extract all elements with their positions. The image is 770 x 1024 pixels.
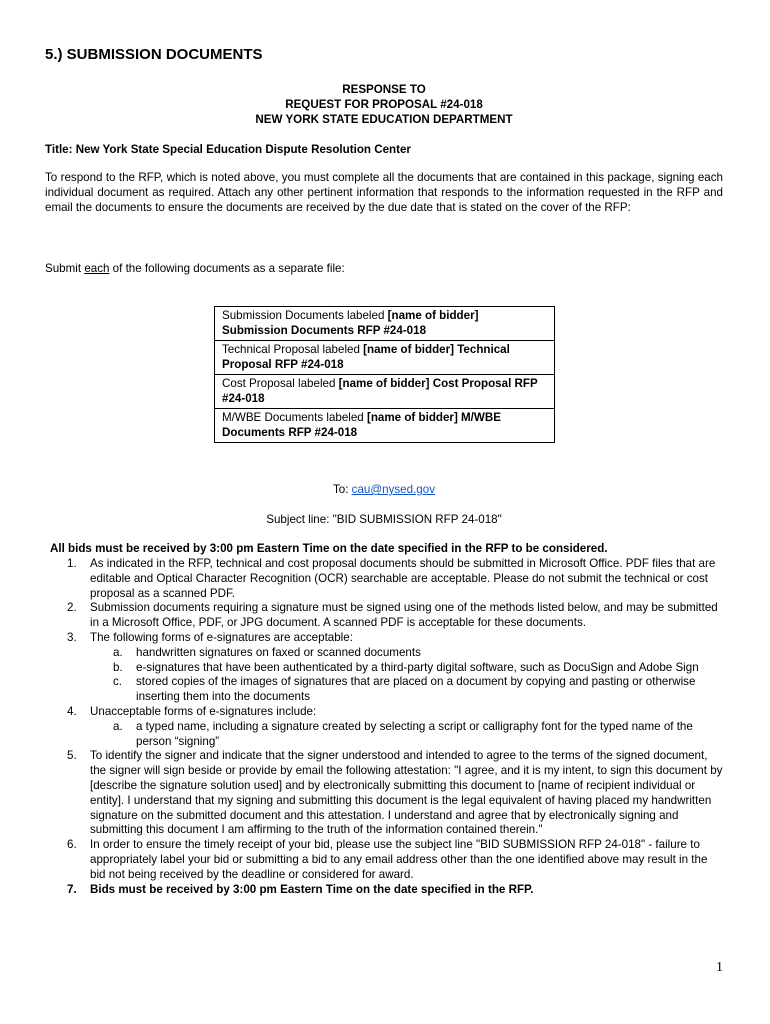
sub-list-item (45, 646, 723, 661)
document-label: Technical Proposal labeled (222, 343, 364, 356)
document-name: [name of bidder] Cost Proposal RFP #24-018 (222, 377, 538, 405)
all-bids-notice: All bids must be received by 3:00 pm Eastern Time on the date specified in the RFP to be considered. (50, 542, 608, 555)
sub-text: handwritten signatures on faxed or scanned documents (136, 645, 421, 659)
list-item (45, 838, 723, 882)
list-item (45, 705, 723, 720)
table-row (215, 341, 555, 375)
list-number: 4. (67, 704, 77, 718)
sub-letter: a. (113, 719, 123, 733)
sub-text: e-signatures that have been authenticated by a third-party digital software, such as DocuSign and Adobe Sign (136, 660, 699, 674)
list-text: Unacceptable forms of e-signatures include: (90, 704, 317, 718)
response-header (45, 82, 723, 127)
table-row (215, 375, 555, 409)
document-cell (215, 409, 555, 443)
list-number: 2. (67, 601, 77, 615)
document-cell (215, 341, 555, 375)
list-item (45, 601, 723, 631)
sub-list-item (45, 720, 723, 750)
list-item (45, 749, 723, 838)
list-text: As indicated in the RFP, technical and cost proposal documents should be submitted in Microsoft Office. PDF files that are editable and Optical Character Recognition (OCR) searchable are acceptable. Please do not submit the technical or cost proposal as a scanned PDF. (90, 557, 716, 600)
list-item (45, 557, 723, 601)
rfp-title: Title: New York State Special Education Dispute Resolution Center (45, 143, 411, 156)
section-title: 5.) SUBMISSION DOCUMENTS (45, 46, 263, 63)
list-text: To identify the signer and indicate that the signer understood and intended to agree to the terms of the signed document, the signer will sign beside or provide by email the following attestation: "I agree, and it is my intent, to sign this document by [describe the signature solution used] and by electronically submitting this document to [name of recipient individual or entity]. I understand that my signing and submitting this document is the legal equivalent of having placed my handwritten signature on the submitted document and this attestation. I understand and agree that by electronically signing and submitting this document I am affirming to the truth of the information contained therein." (90, 749, 723, 837)
intro-paragraph: To respond to the RFP, which is noted above, you must complete all the documents that are contained in this package, signing each individual document as required. Attach any other pertinent information that responds to the information requested in the RFP and email the documents to ensure the documents are received by the due date that is stated on the cover of the RFP: (45, 171, 723, 214)
documents-table (214, 306, 555, 443)
submit-after: of the following documents as a separate file: (109, 262, 345, 275)
document-label: Submission Documents labeled (222, 309, 388, 322)
list-text: Bids must be received by 3:00 pm Eastern Time on the date specified in the RFP. (90, 882, 534, 896)
list-number: 5. (67, 749, 77, 763)
document-cell (215, 307, 555, 341)
list-text: Submission documents requiring a signature must be signed using one of the methods listed below, and may be submitted in a Microsoft Office, PDF, or JPG document. A scanned PDF is acceptable for these documents. (90, 601, 718, 630)
table-row (215, 307, 555, 341)
list-item (45, 631, 723, 646)
subject-line: Subject line: "BID SUBMISSION RFP 24-018" (266, 513, 502, 526)
instructions-list (45, 557, 723, 897)
list-number: 3. (67, 630, 77, 644)
sub-letter: a. (113, 645, 123, 659)
document-name: [name of bidder] Technical Proposal RFP #24-018 (222, 343, 510, 371)
submit-underlined: each (84, 262, 110, 275)
list-text: The following forms of e-signatures are acceptable: (90, 630, 353, 644)
submit-instruction (45, 262, 345, 277)
header-line-3: NEW YORK STATE EDUCATION DEPARTMENT (255, 113, 513, 126)
header-line-1: RESPONSE TO (342, 83, 426, 96)
sub-list-item (45, 675, 723, 705)
document-label: Cost Proposal labeled (222, 377, 339, 390)
to-label: To: (332, 483, 352, 496)
page-number: 1 (716, 960, 723, 975)
sub-text: stored copies of the images of signatures that are placed on a document by copying and pasting or otherwise inserting them into the documents (136, 675, 696, 704)
table-row (215, 409, 555, 443)
sub-letter: c. (113, 675, 123, 689)
document-name: [name of bidder] Submission Documents RFP #24-018 (222, 309, 479, 337)
list-number: 6. (67, 838, 77, 852)
header-line-2: REQUEST FOR PROPOSAL #24-018 (285, 98, 483, 111)
document-name: [name of bidder] M/WBE Documents RFP #24-018 (222, 411, 501, 439)
email-link[interactable]: cau@nysed.gov (351, 483, 435, 496)
list-item (45, 883, 723, 898)
list-text: In order to ensure the timely receipt of your bid, please use the subject line "BID SUBMISSION RFP 24-018" - failure to appropriately label your bid or submitting a bid to any email address other than the one identified above may result in the bid not being received by the deadline or considered for award. (90, 838, 708, 881)
sub-text: a typed name, including a signature created by selecting a script or calligraphy font for the typed name of the person “signing” (136, 719, 693, 748)
submit-before: Submit (45, 262, 85, 275)
list-number: 7. (67, 882, 77, 896)
to-line (45, 483, 723, 498)
list-number: 1. (67, 557, 77, 570)
sub-list-item (45, 661, 723, 676)
document-cell (215, 375, 555, 409)
document-label: M/WBE Documents labeled (222, 411, 367, 424)
sub-letter: b. (113, 660, 123, 674)
